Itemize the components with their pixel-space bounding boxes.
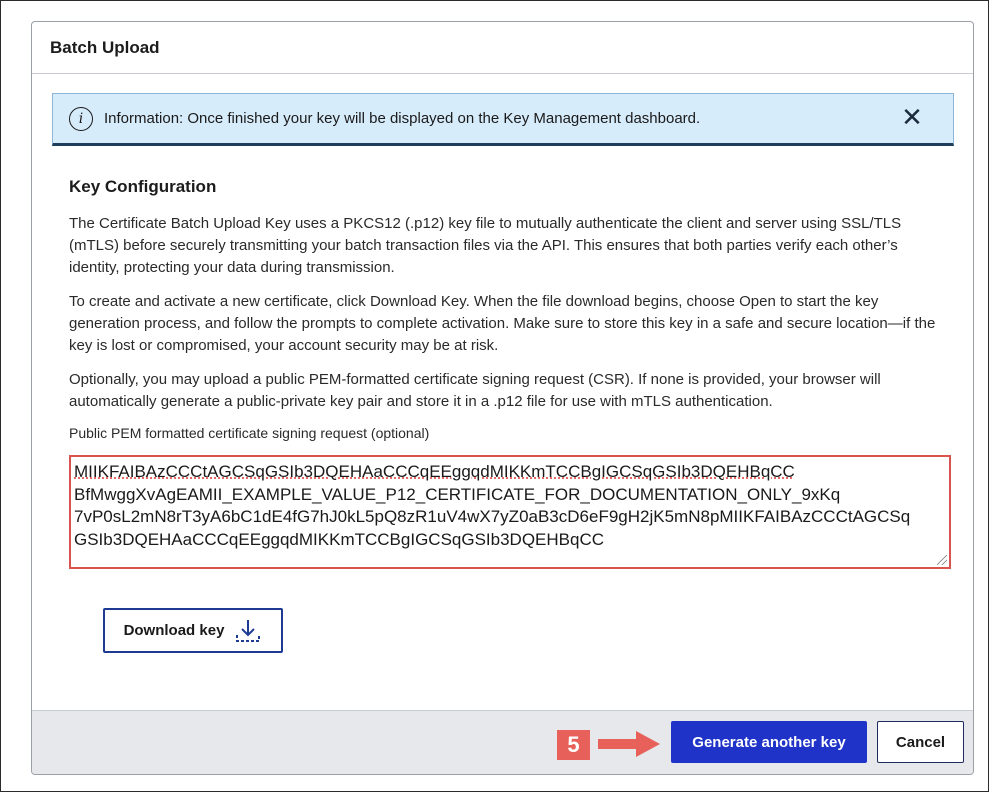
description-paragraph: The Certificate Batch Upload Key uses a PKCS12 (.p12) key file to mutually authenticate the client and server using SSL/TLS (mTLS) before securely transmitting your batch transaction files via the API. This ensures that both parties verify each other’s identity, protecting your data during transmission. [69, 215, 902, 276]
info-banner-text: Information: Once finished your key will be displayed on the Key Management dashboard. [104, 110, 701, 127]
step-badge: 5 [557, 730, 590, 760]
csr-field-label: Public PEM formatted certificate signing request (optional) [69, 425, 430, 441]
download-key-button[interactable] [103, 608, 283, 653]
section-title: Key Configuration [69, 177, 217, 196]
key-configuration-section [69, 177, 939, 441]
close-icon[interactable]: ✕ [901, 102, 923, 132]
modal-footer [32, 710, 973, 775]
info-icon: i [69, 107, 93, 131]
cancel-button[interactable]: Cancel [877, 721, 964, 763]
info-banner [52, 93, 954, 146]
modal-title: Batch Upload [32, 22, 973, 74]
description-paragraph: Optionally, you may upload a public PEM-formatted certificate signing request (CSR). If none is provided, your browser will automatically generate a public-private key pair and store it in a .p12 file for use with mTLS authentication. [69, 371, 881, 410]
generate-another-key-button[interactable]: Generate another key [671, 721, 867, 763]
download-key-label: Download key [123, 622, 225, 639]
batch-upload-modal [31, 21, 974, 775]
csr-line: GSIb3DQEHAaCCCqEEggqdMIKKmTCCBgIGCSqGSIb3DQEHBqCC [74, 529, 605, 549]
description-paragraph: To create and activate a new certificate, click Download Key. When the file download begins, choose Open to start the key generation process, and follow the prompts to complete activation. Make sure to store this key in a safe and secure location—if the key is lost or compromised, your account security may be at risk. [69, 293, 936, 354]
csr-line: BfMwggXvAgEAMII_EXAMPLE_VALUE_P12_CERTIFICATE_FOR_DOCUMENTATION_ONLY_9xKq [74, 484, 841, 504]
resize-handle[interactable] [937, 555, 947, 565]
csr-line: 7vP0sL2mN8rT3yA6bC1dE4fG7hJ0kL5pQ8zR1uV4wX7yZ0aB3cD6eF9gH2jK5mN8pMIIKFAIBAzCCCtAGCSq [74, 507, 911, 526]
csr-line: MIIKFAIBAzCCCtAGCSqGSIb3DQEHAaCCCqEEggqdMIKKmTCCBgIGCSqGSIb3DQEHBqCC [74, 462, 795, 481]
csr-textarea[interactable] [69, 455, 951, 569]
arrow-right-icon [598, 731, 660, 757]
download-icon [234, 617, 262, 645]
